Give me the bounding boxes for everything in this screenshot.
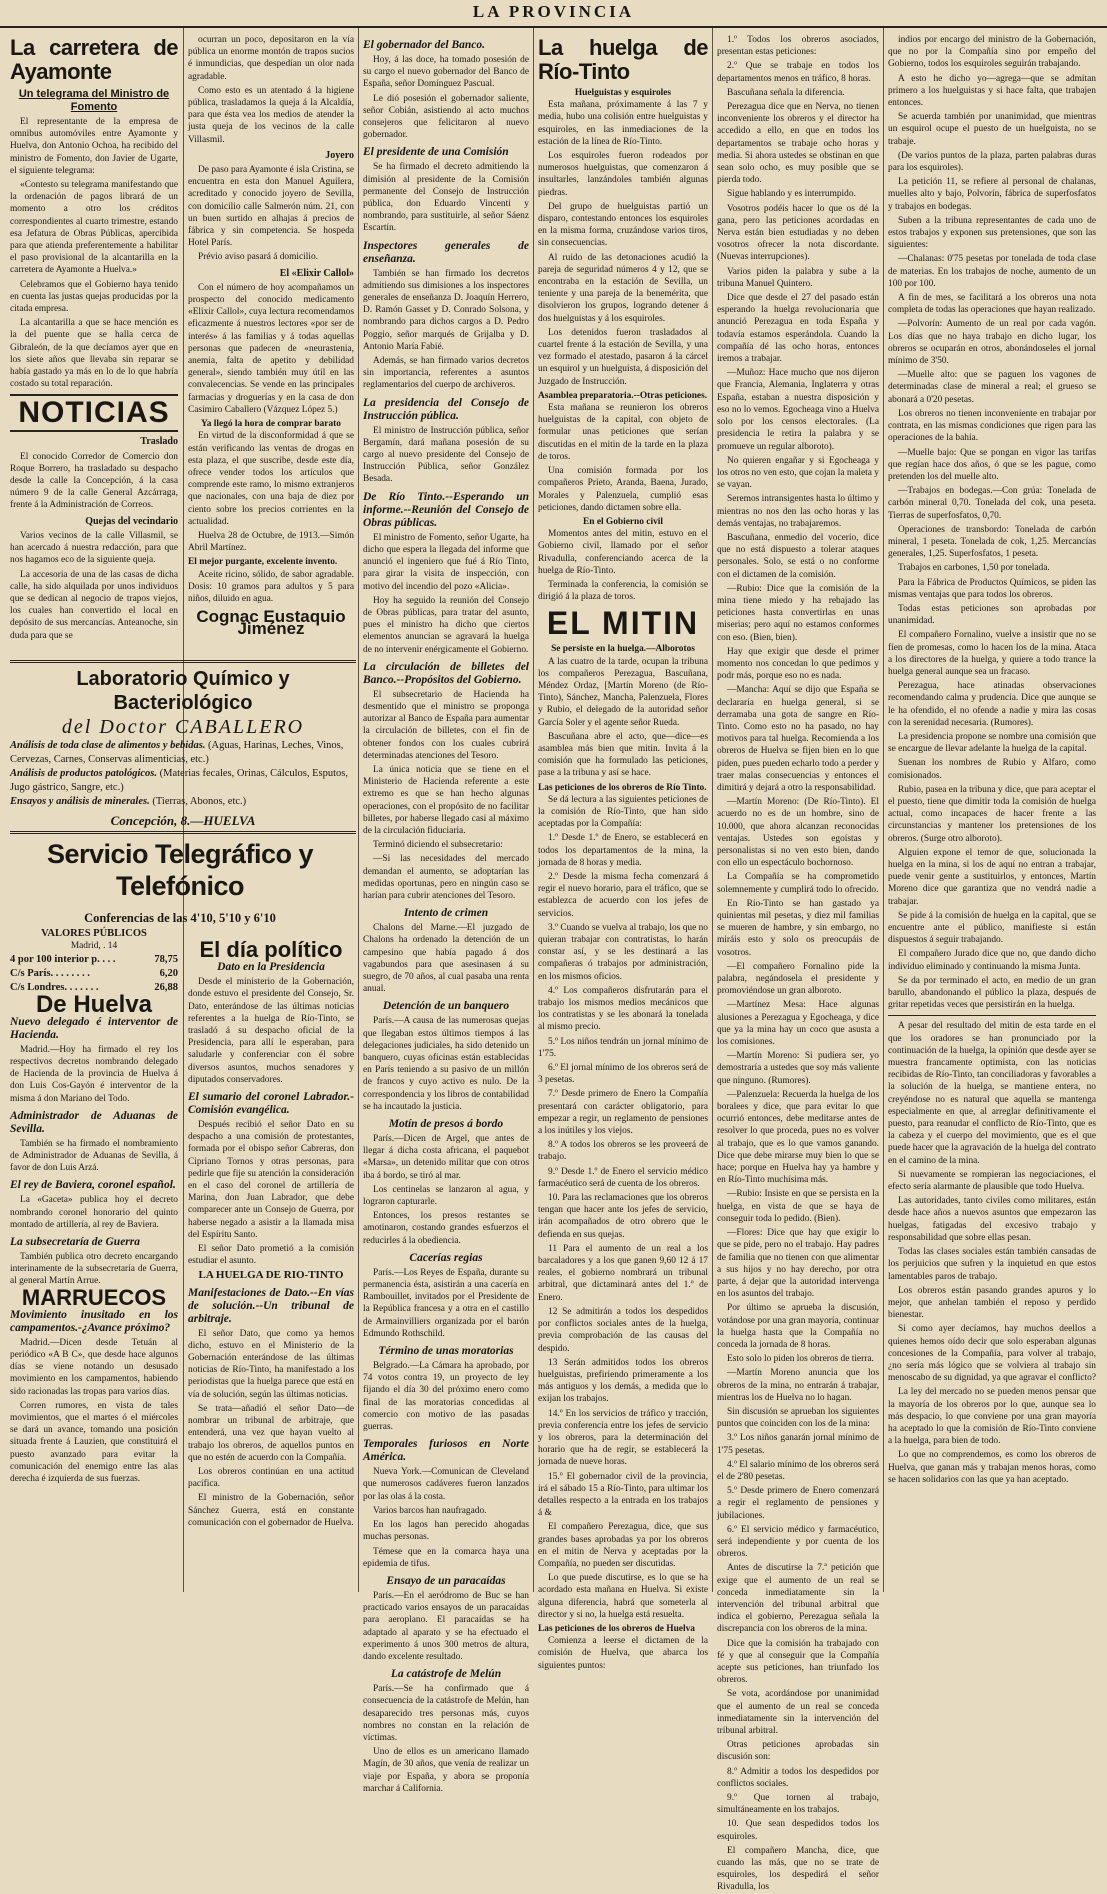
article-paragraph: —Flores: Dice que hay que exigir lo que se pide, pero no el trabajo. Hay padres de familia que no tienen con que alimentar a sus hijos y no hay derecho, por otra parte, á dejar que la autoridad intervenga en los asuntos del trabajo. (717, 1228, 879, 1300)
article-paragraph: Además, se han firmado varios decretos sin importancia, referentes a asuntos reglamentarios del cuerpo de archiveros. (363, 356, 529, 391)
article-paragraph: 10. Que sean despedidos todos los esquiroles. (717, 1819, 879, 1842)
article-paragraph: La «Gaceta» publica hoy el decreto nombrando coronel honorario del quinto montado de artillería, al rey de Baviera. (10, 1195, 178, 1230)
article-paragraph: Suben a la tribuna representantes de cada uno de estos trabajos y exponen sus pretensiones, que son las siguientes: (888, 215, 1096, 251)
article-paragraph: También se ha firmado el nombramiento de Administrador de Aduanas de Sevilla, á favor de don Luis Arzá. (10, 1138, 178, 1174)
article-paragraph: El compañero Jurado dice que no, que dando dicho individuo eliminado y continuando la misma Junta. (888, 949, 1096, 972)
advert-cognac: Cognac Eustaquio Jiménez (196, 607, 346, 639)
article-paragraph: Témese que en la comarca haya una epidemia de tifus. (363, 1546, 529, 1569)
article-paragraph: «Contesto su telegrama manifestando que la ordenación de pagos librará de un momento a otro los créditos correspondientes al cuarto trimestre, estando esa Jefatura de Obras Públicas, apercibida para que atienda preferentemente a habilitar el paso provisional de la alcantarilla en la carretera de Ayamonte a Huelva.» (10, 180, 178, 276)
article-paragraph: Los obreros continúan en una actitud pacífica. (188, 1466, 354, 1490)
heading-nuevo-delegado: Nuevo delegado é interventor de Hacienda. (10, 1015, 178, 1041)
section-title-marruecos: MARRUECOS (21, 1284, 167, 1310)
article-paragraph: El subsecretario de Hacienda ha desmentido que el ministro se proponga autorizar al Banco de España para aumentar la circulación de billetes, con el fin de obtener fondos con los cuales cubrirá determinadas atenciones del Tesoro. (363, 689, 529, 761)
headline-el-mitin: EL MITIN (546, 605, 700, 642)
article-paragraph: No quieren engañar y si Egocheaga y los otros no ven esto, que cojan la maleta y se vayan. (717, 455, 879, 491)
heading-detencion-banquero: Detención de un banquero (382, 1000, 510, 1013)
heading-presidente-comision: El presidente de una Comisión (363, 146, 509, 159)
article-paragraph: El ministro de Instrucción pública, señor Bergamín, dará mañana posesión de su cargo al nuevo presidente del Consejo de Instrucción Pública, señor González Besada. (363, 425, 529, 485)
heading-temporales: Temporales furiosos en Norte América. (363, 1438, 529, 1464)
article-paragraph: En los lagos han perecido ahogadas muchas personas. (363, 1520, 529, 1543)
lab-service: Análisis de toda clase de alimentos y bebidas. (Aguas, Harinas, Leches, Vinos, Cervezas, Carnes, Conservas alimenticias, etc.) (10, 740, 344, 765)
article-paragraph: Los obreros están pasando grandes apuros y lo mejor, que anhelan también el reposo y perdido bienestar. (888, 1285, 1096, 1321)
article-paragraph: La presidencia propone se nombre una comisión que se encargue de llevar adelante la huelga de la capital. (888, 731, 1096, 755)
article-paragraph: —El compañero Fornalino pide la palabra, negándosela el presidente y promoviéndose un gran alboroto. (717, 961, 879, 997)
article-paragraph: Hoy, á las doce, ha tomado posesión de su cargo el nuevo gobernador del Banco de España, señor Domínguez Pascual. (363, 55, 529, 90)
advert-laboratorio (10, 660, 356, 834)
column-6 (888, 34, 1096, 1594)
article-paragraph: 5.º Desde primero de Enero comenzará a regir el reglamento de pensiones y jubilaciones. (717, 1486, 879, 1521)
article-paragraph: El compañero Fornalino, vuelve a insistir que no se fíen de promesas, como lo hacen los de la mina. Ataca a los directores de la huelga, y quiere a todo trance la huelga general aunque sea un fracaso. (888, 630, 1096, 677)
article-paragraph: Después recibió el señor Dato en su despacho a una comisión de protestantes, formada por el obispo señor Cabreras, don Cipriano Tornos y otras personas, para pedirle que fije su atención la consideración en el caso del coronel de artillería de Marina, don Juan Labrador, que debe comparecer ante un Consejo de Guerra, por haberse negado a asistir a la llamada misa del Espíritu Santo. (188, 1120, 354, 1240)
article-paragraph: Se ha firmado el decreto admitiendo la dimisión al presidente de la Comisión permanente del Consejo de Instrucción pública, don Eduardo Vincenti y nombrando, para sustituirle, al señor Sáenz Escartín. (363, 162, 529, 234)
article-paragraph: A pesar del resultado del mitin de esta tarde en el que los oradores se han pronunciado por la continuación de la huelga, la opinión que desde ayer se muestra francamente optimista, con las noticias recibidas de Río-Tinto, tan conciliadoras y favorables a la solución de la huelga, se mantiene entera, no creyéndose no es natural que aquella se mantenga especialmente en que, al arreglar definitivamente el puesto, para reanudar el conflicto de Río-Tinto, que es la cabeza y el cuerpo del movimiento, que es el que puede hacer que la agravación de la huelga del contrato en el camino de la mina. (888, 1021, 1096, 1166)
article-paragraph: Nueva York.—Comunican de Cleveland que numerosos cadáveres fueron lanzados por las olas á la costa. (363, 1467, 529, 1502)
article-paragraph: Uno de ellos es un americano llamado Magín, de 30 años, que venía de realizar un viaje por España, y abora se proponía marchar á California. (363, 1747, 529, 1794)
article-paragraph: Corren rumores, en vista de tales movimientos, que el martes ó el miércoles se dará un avance, tomando una posición situada frente á Lauzien, que constituirá el puesto avanzado para evitar la comunicación del enemigo entre las alas derecha é izquierda de sus fuerzas. (10, 1400, 178, 1485)
article-paragraph: Todas las clases sociales están también cansadas de los perjuicios que sufren y la inquietud en que estos lamentables paros de trabajo. (888, 1247, 1096, 1282)
heading-de-rio-tinto: De Río Tinto.--Esperando un informe.--Reunión del Consejo de Obras públicas. (363, 490, 529, 529)
article-paragraph: Las autoridades, tanto civiles como militares, están desde hace años a nuevos asuntos que empezaron las huelgas, fatigadas del excesivo trabajo y responsabilidad que sobre ellas pesan. (888, 1196, 1096, 1243)
article-paragraph: Se trata—añadió el señor Dato—de nombrar un tribunal de arbitraje, que entenderá, una vez que hayan vuelto al trabajo los obreros, de aquellos puntos en que no estén de acuerdo con la Compañía. (188, 1403, 354, 1463)
article-paragraph: —Palenzuela: Recuerda la huelga de los boralees y dice, que para evitar lo que ocurrió entonces, debe meditarse antes de resolver lo que proceda, pues no es volver al trabajo, que es lo que vamos ganando. Dice que debe mirarse muy bien lo que se hace; porque en Huelva hay ya hambre y en Río-Tinto muchísima más. (717, 1089, 879, 1186)
article-paragraph: —Si las necesidades del mercado demandan el aumento, se adoptarían las medidas oportunas, pero en ningún caso se harían para cubrir atenciones del Tesoro. (363, 854, 529, 901)
article-paragraph: Alguien expone el temor de que, solucionada la huelga en la mina, si los de aquí no entran a trabajar, puede venir gente a sustituirlos, y entonces, Martín Moreno dice que garantiza que no vendrá nadie a trabajar. (888, 847, 1096, 907)
heading-joyero: Joyero (325, 149, 354, 161)
article-paragraph: El compañero Perezagua, dice, que sus grandes bases aprobadas ya por los obreros en el mitin de Nerva y aceptadas por la Compañía, no pueden ser discutidas. (538, 1522, 708, 1569)
article-paragraph: Entonces, los presos restantes se amotinaron, costando grandes esfuerzos el reducirles á la obediencia. (363, 1211, 529, 1246)
lab-service: Análisis de productos patológicos. (Materias fecales, Orinas, Cálculos, Esputos, Jugo gástrico, Sangre, etc.) (10, 768, 349, 793)
article-paragraph: Si como ayer decíamos, hay muchos deellos a quienes hemos oído decir que solo esperaban algunas concesiones de la Compañía, para volver al trabajo, ¿no sería más lógico que se volviera al trabajo sin menoscabo de su dignidad, ya que agravar el conflicto? (888, 1324, 1096, 1384)
heading-circulacion-billetes: La circulación de billetes del Banco.--Propósitos del Gobierno. (363, 660, 529, 686)
subheadline-esquiroles: Huelguistas y esquiroles (574, 88, 672, 98)
article-paragraph: —Trabajos en bodegas.—Con grúa: Tonelada de carbón mineral 0,70. Tonelada del cok, una peseta. Tierras de superfosfatos, 0,70. (888, 486, 1096, 521)
heading-peticiones-rio-tinto: Las peticiones de los obreros de Río Tinto. (538, 782, 707, 793)
article-paragraph: El señor Dato, que como ya hemos dicho, estuvo en el Ministerio de la Gobernación enterándose de las últimas noticias de Río-Tinto, ha manifestado a los periodistas que la huelga parece que está en vía de solución, según las últimas noticias. (188, 1328, 354, 1400)
article-paragraph: Lo que no comprendemos, es como los obreros de Huelva, que ganan más y trabajan menos horas, como se hacen solidarios con las que ya han aceptado. (888, 1450, 1096, 1485)
article-paragraph: El ministro de Fomento, señor Ugarte, ha dicho que espera la llegada del informe que anunció el ingeniero que fué á Río Tinto, para girar la visita de inspección, con motivo del incendio del pozo «Alicia». (363, 532, 529, 592)
article-paragraph: Se dá lectura a las siguientes peticiones de la comisión de Río-Tinto, que han sido aceptadas por la Compañía: (538, 794, 708, 830)
article-paragraph: 6.º El servicio médico y farmacéutico, será independiente y por cuenta de los obreros. (717, 1524, 879, 1560)
article-paragraph: Esto solo lo piden los obreros de tierra. (727, 1354, 874, 1365)
article-paragraph: 7.º Desde primero de Enero la Compañía presentará con carácter obligatorio, para empezar a regir, un reglamento de pensiones a los inútiles y los viejos. (538, 1089, 708, 1137)
article-paragraph: 8.º Admitir a todos los despedidos por conflictos sociales. (717, 1766, 879, 1789)
heading-sumario-labrador: El sumario del coronel Labrador.-Comisión evangélica. (188, 1091, 354, 1117)
article-paragraph: Antes de discutirse la 7.ª petición que exige que el aumento de un real se conceda inmediatamente sin la intervención del tribunal arbitral que indica el gobierno, Perezagua señala la discrepancia con los obreros de la mina. (717, 1563, 879, 1635)
article-paragraph: En virtud de la disconformidad á que se están verificando las ventas de drogas en esta plaza, el que suscribe, desde este día, ofrece vender todos los artículos que comprende este ramo, lo mismo extranjeros que nacionales, con una baja de diez por ciento sobre los precios corrientes en la actualidad. (188, 431, 354, 527)
article-paragraph: El compañero Mancha, dice, que cuando las más, que no se trate de esquiroles, los despedirá el señor Rivadulla, los (717, 1845, 879, 1893)
headline-huelga-rio-tinto: La huelga de Río-Tinto (538, 35, 708, 84)
article-paragraph: 11 Para el aumento de un real a los barcaladores y a los que ganen 9,60 12 á 17 reales, el gobierno nombrará un tribunal arbitral, que dictaminará antes del 1.º de Enero. (538, 1243, 708, 1303)
article-paragraph: Se acuerda también por unanimidad, que mientras un esquirol ocupe el puesto de un huelguista, no se trabaje. (888, 112, 1096, 147)
column-5 (717, 34, 879, 1893)
article-paragraph: Si nuevamente se rompieran las negociaciones, el efecto sería alarmante de plausible que todo Huelva. (888, 1169, 1096, 1193)
valores-date: Madrid, . 14 (70, 941, 118, 952)
lab-subtitle: del Doctor CABALLERO (61, 716, 305, 738)
article-paragraph: 4.º Los compañeros disfrutarán para el trabajo los mismos medios mecánicos que los contratistas y se les abonará la tonelada al mismo precio. (538, 985, 708, 1033)
article-paragraph: 15.º El gobernador civil de la provincia, irá el sábado 15 a Río-Tinto, para ultimar los detalles respecto a la entrada en los trabajos á & (538, 1471, 708, 1519)
article-paragraph: Terminada la conferencia, la comisión se dirigió á la plaza de toros. (538, 579, 708, 603)
article-paragraph: Prévio aviso pasará á domicilio. (198, 252, 319, 263)
article-paragraph: 2.º Que se trabaje en todos los departamentos menos en tráfico, 8 horas. (717, 61, 879, 84)
heading-quejas: Quejas del vecindario (85, 515, 178, 527)
article-paragraph: Dice que desde el 27 del pasado están esperando la huelga revolucionaria que anunció Perezagua en toda España y todavía estamos esperándola. Cuando la compañía dé las ocho horas, entonces iremos a trabajar. (717, 293, 879, 365)
article-paragraph: 9.º Desde 1.º de Enero el servicio médico farmacéutico será de cuenta de los obreros. (538, 1166, 708, 1189)
article-paragraph: 9.º Que tornen al trabajo, simultáneamente en los trabajos. (717, 1793, 879, 1816)
article-paragraph: El señor Dato prometió a la comisión estudiar el asunto. (188, 1244, 354, 1267)
article-paragraph: Del grupo de huelguistas partió un disparo, contestando entonces los esquiroles en la misma forma, cruzándose varios tiros, sin consecuencias. (538, 201, 708, 249)
article-paragraph: Trabajos en carbones, 1,50 por tonelada. (898, 563, 1050, 574)
heading-aduanas: Administrador de Aduanas de Sevilla. (10, 1109, 178, 1135)
article-paragraph: Como esto es un atentado á la higiene pública, trasladamos la queja á la Alcaldía, para que ésta vea los medios de atender la justa queja de los vecinos de la calle Villasmil. (188, 85, 354, 145)
article-paragraph: Momentos antes del mitin, estuvo en el Gobierno civil, llamado por el señor Rivadulla, conferenciando acerca de la huelga de Río-Tinto. (538, 529, 708, 576)
article-paragraph: Madrid.—Hoy ha firmado el rey los respectivos decretos nombrando delegado de Hacienda de la provincia de Huelva á don Luis Cos-Gayón é interventor de la misma á don Mariano del Todo. (10, 1044, 178, 1104)
article-paragraph: 6.º El jornal mínimo de los obreros será de 3 pesetas. (538, 1063, 708, 1086)
column-rule (358, 28, 359, 1592)
article-paragraph: 3.º Cuando se vuelva al trabajo, los que no quieran trabajar con contratistas, lo harán constar así, y se les destinará a las compañeras ó trabajos por administración, en los mismos oficios. (538, 922, 708, 982)
article-paragraph: Varios piden la palabra y sube a la tribuna Manuel Quintero. (717, 266, 879, 289)
article-paragraph: Operaciones de transbordo: Tonelada de carbón mineral, 1 peseta. Tonelada de cok, 1,25. Mercancías generales, 1,25. Superfosfatos, 1 peseta. (888, 524, 1096, 560)
article-paragraph: —Muñoz: Hace mucho que nos dijeron que Francia, Alemania, Inglaterra y otras España, estaban a nuestra disposición y eso no lo vemos. Egocheaga vino a Huelva solo por los censos electorales. (La presidencia le retira la palabra y se promueve un regular alboroto). (717, 368, 879, 452)
article-paragraph: —Mancha: Aquí se dijo que España se declararía en huelga general, si se derramaba una gota de sangre en Río-Tinto. Como esto no ha pasado, no hay motivos para tal huelga. Recomienda a los obreros de Huelva se fijen bien en lo que piden, pues pueden echarlo todo a perder y traer malas consecuencias y entonces el dimitirá y dejará a otro la responsabilidad. (717, 685, 879, 793)
heading-dato-presidencia: Dato en la Presidencia (217, 961, 325, 974)
subheadline-telegrama: Un telegrama del Ministro de Fomento (18, 88, 170, 113)
article-paragraph: 4.º El salario mínimo de los obreros será el de 2'80 pesetas. (717, 1459, 879, 1482)
article-paragraph: Se vota, acordándose por unanimidad que el aumento de un real se conceda inmediatamente sin la intervención del tribunal arbitral. (717, 1689, 879, 1737)
heading-peticiones-huelva: Las peticiones de los obreros de Huelva (538, 1623, 695, 1634)
article-paragraph: Celebramos que el Gobierno haya tenido en cuenta las justas quejas producidas por la citada empresa. (10, 279, 178, 315)
column-2-lower (188, 937, 354, 1596)
article-paragraph: Bascuñana abre el acto, que—dice—es asamblea más bien que mitin. Invita á la comisión que ha formulado las peticiones, pase a la tribuna y así se hace. (538, 731, 708, 779)
article-paragraph: Hoy ha seguido la reunión del Consejo de Obras públicas, para tratar del asunto, pues el ministro ha dicho que ciertos elementos anuncian se agravará la huelga de no intervenir enérgicamente el Gobierno. (363, 595, 529, 655)
heading-subsecretaria: La subsecretaría de Guerra (10, 1236, 141, 1249)
article-paragraph: Perezagua dice que en Nerva, no tienen inconveniente los obreros y el director ha accedido a ello, en que en todos los departamentos se trabaje ocho horas y media. Si ahora ustedes se obstinan en que sean solo ocho, es muy posible que se pierda todo. (717, 102, 879, 186)
article-paragraph: 3.º Los niños ganarán jornal mínimo de 1'75 pesetas. (717, 1433, 879, 1456)
article-paragraph: Terminó diciendo el subsecretario: (373, 840, 503, 851)
article-paragraph: La Compañía se ha comprometido solemnemente y cumplirá todo lo ofrecido. (717, 872, 879, 895)
article-paragraph: —Muelle bajo: Que se pongan en vigor las tarifas que regían hace dos años, ó que se les pague, como pretenden los del muelle alto. (888, 447, 1096, 482)
article-paragraph: París.—A causa de las numerosas quejas que llegaban estos últimos tiempos á las delegaciones judiciales, ha sido detenido un banquero, cuyas oficinas están establecidas en París teniendo a su pasivo de un millón de francos y cuyo activo es nulo. De la correspondencia y los libros de contabilidad se ha incautado la justicia. (363, 1016, 529, 1112)
article-paragraph: 1.º Todos los obreros asociados, presentan estas peticiones: (717, 35, 879, 58)
article-paragraph: Hay que exigir que desde el primer momento nos concedan lo que pedimos y podr más, porque eso no es nada. (717, 646, 879, 682)
article-paragraph: París.—Se ha confirmado que á consecuencia de la catástrofe de Melún, han desaparecido tres personas más, cuyos nombres no constan en la relación de víctimas. (363, 1684, 529, 1743)
article-paragraph: 10. Para las reclamaciones que los obreros tengan que hacer ante los jefes de servicio, irán acompañados de otro obrero que le defienda en sus quejas. (538, 1193, 708, 1240)
article-paragraph: —Chalanas: 0'75 pesetas por tonelada de toda clase de materias. En los trabajos de noche, aumento de un 100 por 100. (888, 254, 1096, 289)
article-paragraph: Esta mañana se reunieron los obreros huelguistas de la capital, con objeto de formular unas peticiones que serían discutidas en el mitin de la tarde en la plaza de toros. (538, 403, 708, 462)
heading-elixir-callol: El «Elixir Callol» (279, 267, 354, 279)
article-paragraph: Bascuñana, enmedio del vocerío, dice que no está dispuesto a tolerar ataques personales. Solo, se está o no conforme con el dictamen de la comisión. (717, 532, 879, 580)
article-paragraph: De paso para Ayamonte é isla Cristina, se encuentra en esta don Manuel Aguilera, acreditado y conocido joyero de Sevilla, con domicilio calle Salmerón núm. 21, con un buen surtido en alhajas á precios de fábrica y sin competencia. Se hospeda Hotel París. (188, 165, 354, 249)
valores-row: C/s París. . . . . . . . 6,20 (10, 967, 178, 979)
divider (888, 1015, 1096, 1016)
heading-rey-baviera: El rey de Baviera, coronel español. (10, 1179, 176, 1192)
article-paragraph: Vosotros podéis hacer lo que os dé la gana, pero las peticiones acordadas en Nerva están bien estudiadas y no deben vosotros ofrecer la nota discordante. (Nuevas interrupciones). (717, 203, 879, 263)
heading-asamblea: Asamblea preparatoria.--Otras peticiones. (538, 390, 708, 401)
heading-presidencia-consejo: La presidencia del Consejo de Instrucción pública. (363, 396, 529, 422)
column-rule (712, 28, 713, 1592)
article-paragraph: Con el número de hoy acompañamos un prospecto del conocido medicamento «Elixir Callol», cuya lectura recomendamos eficazmente á nuestros lectores «por ser de interés» á las familias y á todas aquellas personas que padecen de «neurastenia, anemia, falta de apetito y debilidad general», siendo también muy útil en las convalecencias. Se vende en las principales farmacias y droguerías y en la casa de don Casimiro Caballero (Vázquez López 5.) (188, 282, 354, 415)
article-paragraph: Comienza a leerse el dictamen de la comisión de Huelva, que abarca los siguientes puntos: (538, 1636, 708, 1671)
article-paragraph: La accesoria de una de las casas de dicha calle, ha sido alquilada por unos individuos que se dedican al negocio de trapos viejos, los cuales han convertido el local en depósito de sus mercancías. Anteanoche, sin duda para que se (10, 569, 178, 641)
article-paragraph: A esto he dicho yo—agrega—que se admitan primero a los huelguistas y si hace falta, que trabajen entonces. (888, 73, 1096, 109)
section-title-dia-politico: El día político (199, 937, 343, 962)
article-paragraph: 5.º Los niños tendrán un jornal mínimo de 1'75. (538, 1036, 708, 1059)
article-paragraph: Chalons del Marne.—El juzgado de Chalons ha ordenado la detención de un campesino que había pagado á dos vagabundos para que asesinasen á su suegro, de 70 años, al cual pasaba una renta anual. (363, 923, 529, 995)
heading-huelga-rio-tinto: LA HUELGA DE RIO-TINTO (198, 1269, 344, 1282)
column-1 (10, 34, 178, 674)
article-paragraph: Madrid.—Dicen desde Tetuán al periódico «A B C», que desde hace algunos días se viene notando un desusado movimiento en los campamentos, habiendo sido racionadas las tropas para varios días. (10, 1337, 178, 1397)
article-paragraph: Rubio, pasea en la tribuna y dice, que para aceptar el el puesto, tiene que dimitir toda la comisión de huelga actual, como incapaces de hacer frente a las circunstancias y mantener los pretensiones de los obreros. (Surge otro alboroto). (888, 784, 1096, 844)
lab-title: Laboratorio Químico y Bacteriológico (76, 668, 290, 714)
article-paragraph: —Polvorín: Aumento de un real por cada vagón. Los días que no haya trabajo en dicho lugar, los obreros se ocuparán en otros, abonándoseles el jornal mínimo de 3'50. (888, 319, 1096, 367)
article-paragraph: —Martín Moreno: (De Río-Tinto). El acuerdo no es de un hombre, sino de 10.000, que ahora alcanzan reconocidas ventajas. Ustedes son egoístas y personalistas si no ven esto bien, dando con ello un espectáculo bochornoso. (717, 797, 879, 869)
article-paragraph: Los esquiroles fueron rodeados por numerosos huelguistas, que comenzaron á insultarles, lanzándoles también algunas piedras. (538, 151, 708, 198)
article-paragraph: Esta mañana, próximamente á las 7 y media, hubo una colisión entre huelguistas y esquiroles, en las inmediaciones de la estación de la línea de Río-Tinto. (538, 100, 708, 147)
lab-address: Concepción, 8.—HUELVA (110, 813, 256, 828)
heading-movimiento: Movimiento inusitado en los campamentos.-¿Avance próximo? (10, 1308, 178, 1334)
heading-paracaidas: Ensayo de un paracaídas (386, 1574, 506, 1587)
subheadline-persiste: Se persiste en la huelga.—Alborotos (551, 644, 695, 655)
article-paragraph: —Rubio: Insiste en que se persista en la huelga, en vista de que se haya de conseguir toda lo pedido. (Bien). (717, 1189, 879, 1224)
article-paragraph: Le dió posesión el gobernador saliente, señor Cobián, asistiendo al acto muchos consejeros que felicitaron al nuevo gobernador. (363, 93, 529, 141)
article-paragraph: El ministro de la Gobernación, señor Sánchez Guerra, está en constante comunicación con el gobernador de Huelva. (188, 1493, 354, 1528)
heading-catastrofe-melun: La catástrofe de Melún (390, 1668, 502, 1681)
article-paragraph: Al ruido de las detonaciones acudió la pareja de seguridad números 4 y 12, que se encontraba en la estación de Sevilla, un teniente y una pareja de la benemérita, que disolvieron los grupos, logrando detener á dos huelguistas y á los esquiroles. (538, 252, 708, 324)
headline-carretera: La carretera de Ayamonte (10, 35, 178, 84)
column-rule (883, 28, 884, 1592)
article-paragraph: Para la Fábrica de Productos Químicos, se piden las mismas ventajas que para todos los obreros. (888, 577, 1096, 600)
article-paragraph: 1.º Desde 1.º de Enero, se establecerá en todos los departamentos de la mina, la jornada de 8 horas y media. (538, 833, 708, 868)
article-paragraph: 13 Serán admitidos todos los obreros huelguistas, prefiriendo primeramente a los más antiguos y los demás, a medida que lo exijan los trabajos. (538, 1357, 708, 1405)
article-paragraph: Se da por terminado el acto, en medio de un gran barullo, abandonando el público la plaza, después de gritar repetidas veces que persistirán en la huelga. (888, 975, 1096, 1011)
article-paragraph: Otras peticiones aprobadas sin discusión son: (717, 1740, 879, 1763)
article-paragraph: indios por encargo del ministro de la Gobernación, que no por la Compañía sino por empeño del Gobierno, todos los esquiroles seguirán trabajando. (888, 35, 1096, 70)
section-title-servicio: Servicio Telegráfico y Telefónico (46, 839, 314, 901)
article-paragraph: Todas estas peticiones son aprobadas por unanimidad. (888, 603, 1096, 627)
article-paragraph: El conocido Corredor de Comercio don Roque Borrero, ha trasladado su despacho desde la calle la Concepción, á la casa número 9 de la calle General Azcárraga, frente á la Administración de Correos. (10, 451, 178, 511)
lab-service: Ensayos y análisis de minerales. (Tierras, Abonos, etc.) (10, 796, 247, 807)
article-paragraph: Sin discusión se aprueban los siguientes puntos que coinciden con los de la mina: (717, 1406, 879, 1430)
article-paragraph: A las cuatro de la tarde, ocupan la tribuna los compañeros Perezagua, Bascuñana, Méndez Ordaz, [Martín Moreno (de Río-Tinto), Sánchez, Mancha, Palenzuela, Flores y Rubio, el delegado de la autoridad señor García Soler y el agente señor Rueda. (538, 656, 708, 728)
article-paragraph: 12 Se admitirán a todos los despedidos por conflictos sociales antes de la huelga, previa comprobación de las causas del despido. (538, 1306, 708, 1354)
column-rule (533, 28, 534, 1592)
article-paragraph: París.—Dicen de Argel, que antes de llegar á dicha costa africana, el paquebot «Marsa», un detenido militar que con otros iba á bordo, se tiró al mar. (363, 1134, 529, 1181)
article-paragraph: ocurran un poco, depositaron en la vía pública un enorme montón de trapos sucios é inmundicias, que despedían un olor nada agradable. (188, 35, 354, 82)
article-paragraph: Varios barcos han naufragado. (373, 1505, 487, 1516)
article-paragraph: Lo que puede discutirse, es lo que se ha acordado esta mañana en Huelva. Si existe alguna diferencia, habrá que someterla al director y si no, la huelga está resuelta. (538, 1573, 708, 1620)
article-paragraph: Suenan los nombres de Rubio y Alfaro, como comisionados. (888, 758, 1096, 781)
article-paragraph: París.—Los Reyes de España, durante su permanencia ésta, asistirán a una cacería en Rambouillet, invitados por el Presidente de la República francesa y a otra en el castillo de Armainvilliers organizada por el barón Edmundo Rothschild. (363, 1267, 529, 1339)
heading-intento-crimen: Intento de crimen (403, 907, 489, 920)
article-paragraph: El representante de la empresa de omnibus automóviles entre Ayamonte y Huelva, don Antonio Ochoa, ha recibido del ministro de Fomento, don Javier de Ugarte, el siguiente telegrama: (10, 117, 178, 176)
article-paragraph: 2.º Desde la misma fecha comenzará á regir el nuevo horario, para el tráfico, que se establezca de acuerdo con los jefes de servicios. (538, 871, 708, 919)
article-paragraph: También publica otro decreto encargando interinamente de la subsecretaría de Guerra, al general Martín Arrue. (10, 1252, 178, 1287)
masthead-title: LA PROVINCIA (472, 2, 635, 21)
article-paragraph: Dice que la comisión ha trabajado con fé y que al conseguir que la Compañía acepte sus peticiones, han triunfado los obreros. (717, 1638, 879, 1686)
article-paragraph: 14.º En los servicios de tráfico y tracción, previa conferencia entre los jefes de servicio y los obreros, para la determinación del horario que ha de regir, se establecerá la jornada de nueve horas. (538, 1408, 708, 1468)
article-paragraph: Sigue hablando y es interrumpido. (727, 189, 856, 200)
heading-inspectores: Inspectores generales de enseñanza. (363, 239, 529, 265)
column-3 (363, 34, 529, 1794)
heading-manifestaciones-dato: Manifestaciones de Dato.--En vías de solución.--Un tribunal de arbitraje. (188, 1286, 354, 1325)
article-paragraph: Desde el ministerio de la Gobernación, donde estuvo el presidente del Consejo, Sr. Dato, enterándose de las últimas noticias referentes a la huelga de Río-Tinto, se trasladó á su despacho oficial de la Presidencia, para allí le esperaban, para saludarle y conferenciar con él sobre diversos asuntos, muchos senadores y diputados conservadores. (188, 977, 354, 1085)
article-paragraph: 8.º A todos los obreros se les proveerá de trabajo. (538, 1140, 708, 1163)
valores-row: C/s Londres. . . . . . . 26,88 (10, 981, 178, 993)
article-paragraph: Bascuñana señala la diferencia. (727, 87, 845, 98)
article-paragraph: Aceite ricino, sólido, de sabor agradable. Dosis: 10 gramos para adultos y 5 para niños, diluido en agua. (188, 569, 354, 604)
valores-row: 4 por 100 interior p. . . . 78,75 (10, 953, 178, 965)
article-paragraph: Belgrado.—La Cámara ha aprobado, por 74 votos contra 19, un proyecto de ley fijando el día 30 del próximo enero como final de las moratorias concedidas al comercio con motivo de las pasadas guerras. (363, 1361, 529, 1433)
article-paragraph: La ley del mercado no se pueden menos pensar que la mayoría de los obreros por lo que, aunque sea lo más despacio, lo que conviene por una gran mayoría ha aceptado lo que la comisión de Río-Tinto conviene a la huelga, para bien de todo. (888, 1387, 1096, 1447)
heading-purgante: El mejor purgante, excelente invento. (188, 557, 338, 568)
heading-moratorias: Término de unas moratorias (378, 1345, 514, 1358)
article-paragraph: París.—En el aeródromo de Buc se han practicado varios ensayos de un paracaídas para aeroplano. El paracaídas se ha adaptado al aparato y se ha efectuado el experimento á unos 300 metros de altura, dando excelente resultado. (363, 1590, 529, 1662)
article-paragraph: La alcantarilla a que se hace mención es la del puente que se halla cerca de Gibraleón, de la que decíamos ayer que en los siete años que llevaba sin reparar se había gastado ya más en lo de lo que habría costado su total reparación. (10, 318, 178, 390)
heading-comprar-barato: Ya llegó la hora de comprar barato (201, 419, 341, 430)
article-paragraph: Perezagua, hace atinadas observaciones recomendando calma y prudencia. Dice que aunque se le ha ofendido, el no ofende a nadie y mira las cosas con la serenidad necesaria. (Rumores). (888, 681, 1096, 728)
article-paragraph: Varios vecinos de la calle Villasmil, se han acercado á nuestra redacción, para que nos hagamos eco de la siguiente queja. (10, 530, 178, 566)
article-paragraph: También se han firmado los decretos admitiendo sus dimisiones a los inspectores generales de enseñanza D. Joaquín Herrero, D. Ramón Gasset y D. Conrado Solsona, y nombrando para dichos cargos a D. Pedro Poggio, señor marqués de Grijalba y D. Antonio María Fabié. (363, 268, 529, 352)
article-paragraph: —Rubio: Dice que la comisión de la mina tiene miedo y ha rebajado las peticiones hasta convertirlas en unas miserias; pero aquí no estamos conformes con eso. (Bien, bien). (717, 583, 879, 643)
article-paragraph: Los centinelas se lanzaron al agua, y lograron capturarle. (363, 1184, 529, 1208)
heading-gobierno-civil: En el Gobierno civil (583, 516, 663, 527)
heading-motin-presos: Motín de presos á bordo (388, 1118, 504, 1131)
article-paragraph: —Muelle alto: que se paguen los vagones de determinadas clase de mineral a real; el grueso se abonará a 0'20 pesetas. (888, 370, 1096, 405)
section-title-huelva: De Huelva (35, 990, 153, 1018)
column-2 (188, 34, 354, 674)
column-4 (538, 34, 708, 1671)
article-paragraph: En Río-Tinto se han gastado ya quinientas mil pesetas, y diez mil familias se mueren de hambre, y sin embargo, no miráis esto y solo os preocupáis de vosotros. (717, 898, 879, 958)
article-paragraph: Por último se aprueba la discusión, votándose por una gran mayoría, continuar la huelga hasta que la Compañía no conceda la jornada de 8 horas. (717, 1303, 879, 1350)
article-paragraph: Una comisión formada por los compañeros Prieto, Aranda, Baena, Jurado, Morales y Palenzuela, cumplió esas peticiones, dando dictamen sobre ella. (538, 466, 708, 513)
article-paragraph: —Martínez Mesa: Hace algunas alusiones a Perezagua y Egocheaga, y dice que ya la mina hay un coco que asusta a los comisiones. (717, 1000, 879, 1048)
article-paragraph: —Martín Moreno: Si pudiera ser, yo demostraría a ustedes que soy más valiente que ninguno. (Rumores). (717, 1051, 879, 1086)
article-paragraph: (De varios puntos de la plaza, parten palabras duras para los esquiroles). (888, 150, 1096, 174)
section-title-noticias: NOTICIAS (10, 394, 178, 432)
article-paragraph: —Martín Moreno anuncia que los obreros de la mina, no entrarán á trabajar, mientras los de Huelva no lo hagan. (717, 1368, 879, 1403)
masthead (0, 2, 1107, 28)
article-paragraph: Los detenidos fueron trasladados al cuartel frente á la estación de Sevilla, y una vez formado el atestado, pasaron á la cárcel un esquirol y un huelguista, á disposición del Juzgado de Instrucción. (538, 327, 708, 387)
article-paragraph: Los obreros no tienen inconveniente en trabajar por contrata, en las mismas condiciones que rigen para las operaciones de la bahía. (888, 408, 1096, 444)
article-paragraph: Seremos intransigentes hasta lo último y mientras no nos den las ocho horas y las demás ventajas, no trabajaremos. (717, 494, 879, 529)
heading-traslado: Traslado (140, 436, 178, 448)
article-paragraph: La única noticia que se tiene en el Ministerio de Hacienda referente a este extremo es que se han hecho algunas operaciones, con el propósito de no facilitar billetes, por haberse llegado casi al máximo de la circulación fiduciaria. (363, 764, 529, 836)
article-paragraph: La petición 11, se refiere al personal de chalanas, muelles alto y bajo, Polvorín, fábrica de superfosfatos y trabajos en bodegas. (888, 177, 1096, 212)
article-paragraph: Se pide á la comisión de huelga en la capital, que se encuentre ante el público, manifieste si están dispuestos á seguir trabajando. (888, 910, 1096, 946)
article-paragraph: Huelva 28 de Octubre, de 1913.—Simón Abril Martínez. (188, 530, 354, 554)
heading-gobernador-banco: El gobernador del Banco. (363, 39, 486, 51)
conferencias-line: Conferencias de las 4'10, 5'10 y 6'10 (84, 911, 276, 925)
heading-cacerias: Cacerías regias (409, 1251, 483, 1264)
valores-heading: VALORES PÚBLICOS (41, 928, 147, 940)
article-paragraph: A fin de mes, se facilitará a los obreros una nota completa de todas las operaciones que hayan realizado. (888, 293, 1096, 316)
